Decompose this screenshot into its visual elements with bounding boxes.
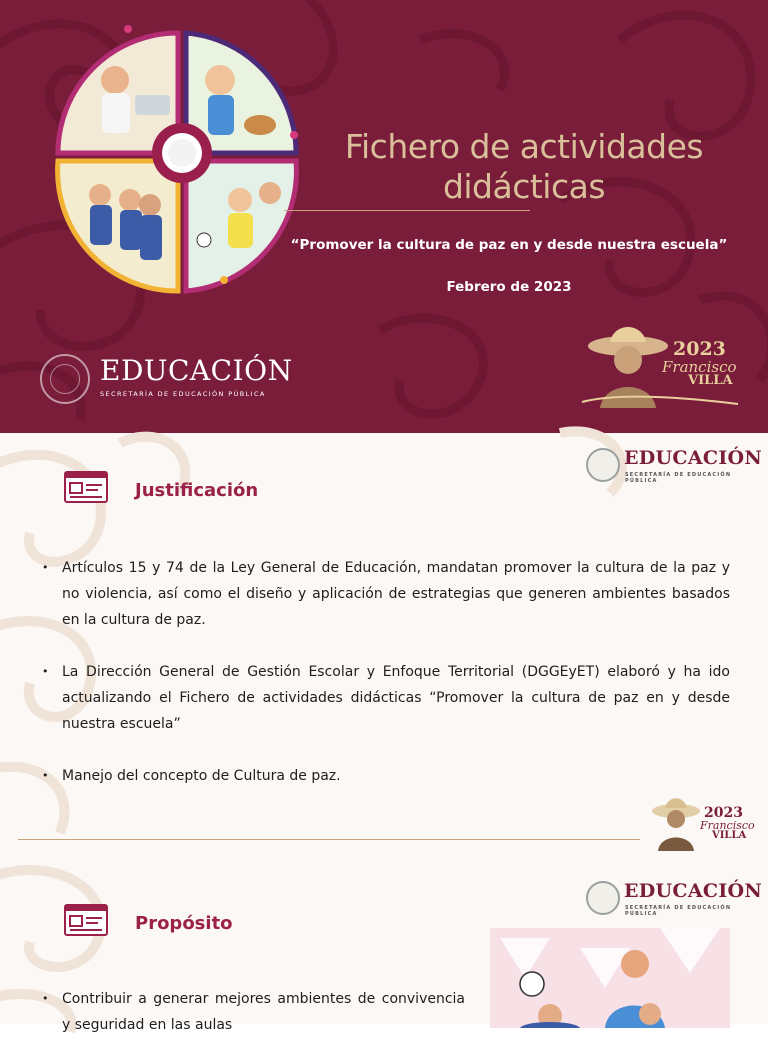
mexico-seal-icon	[586, 881, 620, 915]
presentation-board-icon	[64, 471, 108, 503]
cover-title-line-2: didácticas	[442, 167, 606, 206]
mexico-seal-icon	[40, 354, 90, 404]
list-item: • Manejo del concepto de Cultura de paz.	[40, 763, 730, 789]
villa-year: 2023	[673, 338, 726, 360]
mexico-seal-icon	[586, 448, 620, 482]
villa-last-name: VILLA	[712, 830, 747, 841]
justificacion-slide	[0, 433, 768, 862]
sep-logo-word: EDUCACIÓN	[624, 880, 763, 902]
sep-logo-small	[586, 445, 763, 485]
section-title: Justificación	[135, 480, 259, 501]
sep-logo-small	[586, 878, 763, 918]
sep-logo-subtitle: SECRETARÍA DE EDUCACIÓN PÚBLICA	[625, 472, 732, 484]
villa-first-name: Francisco	[662, 358, 737, 376]
section-title: Propósito	[135, 913, 233, 934]
presentation-board-icon	[64, 904, 108, 936]
cover-subtitle: “Promover la cultura de paz en y desde nuestra escuela”	[290, 237, 728, 253]
list-item: • Contribuir a generar mejores ambientes de convivencia y seguridad en las aulas	[40, 986, 465, 1038]
list-item: • Artículos 15 y 74 de la Ley General de Educación, mandatan promover la cultura de la paz y no violencia, así como el diseño y aplicación de estrategias que generen ambientes basados en la cultura de paz.	[40, 555, 730, 633]
villa-year: 2023	[704, 805, 743, 821]
justificacion-bullet-list	[40, 555, 730, 815]
sep-logo-subtitle: SECRETARÍA DE EDUCACIÓN PÚBLICA	[100, 390, 266, 398]
sep-logo-word: EDUCACIÓN	[624, 447, 763, 469]
sep-logo-subtitle: SECRETARÍA DE EDUCACIÓN PÚBLICA	[625, 905, 732, 917]
cover-date: Febrero de 2023	[446, 279, 572, 295]
cover-title-line-1: Fichero de actividades	[344, 127, 704, 166]
cover-slide	[0, 0, 768, 433]
villa-last-name: VILLA	[688, 373, 733, 388]
children-playing-illustration	[490, 928, 730, 1028]
list-item: • La Dirección General de Gestión Escolar y Enfoque Territorial (DGGEyET) elaboró y ha ido actualizando el Fichero de actividades didácticas “Promover la cultura de paz en y desde nuestra escuela”	[40, 659, 730, 737]
villa-first-name: Francisco	[700, 819, 755, 832]
sep-logo	[40, 350, 310, 402]
children-illustration-wheel	[30, 25, 300, 300]
proposito-slide	[0, 862, 768, 1033]
cover-title	[300, 127, 748, 207]
proposito-bullet-list	[40, 986, 465, 1038]
title-divider	[284, 210, 530, 211]
footer-divider	[18, 839, 640, 840]
sep-logo-word: EDUCACIÓN	[100, 354, 293, 387]
